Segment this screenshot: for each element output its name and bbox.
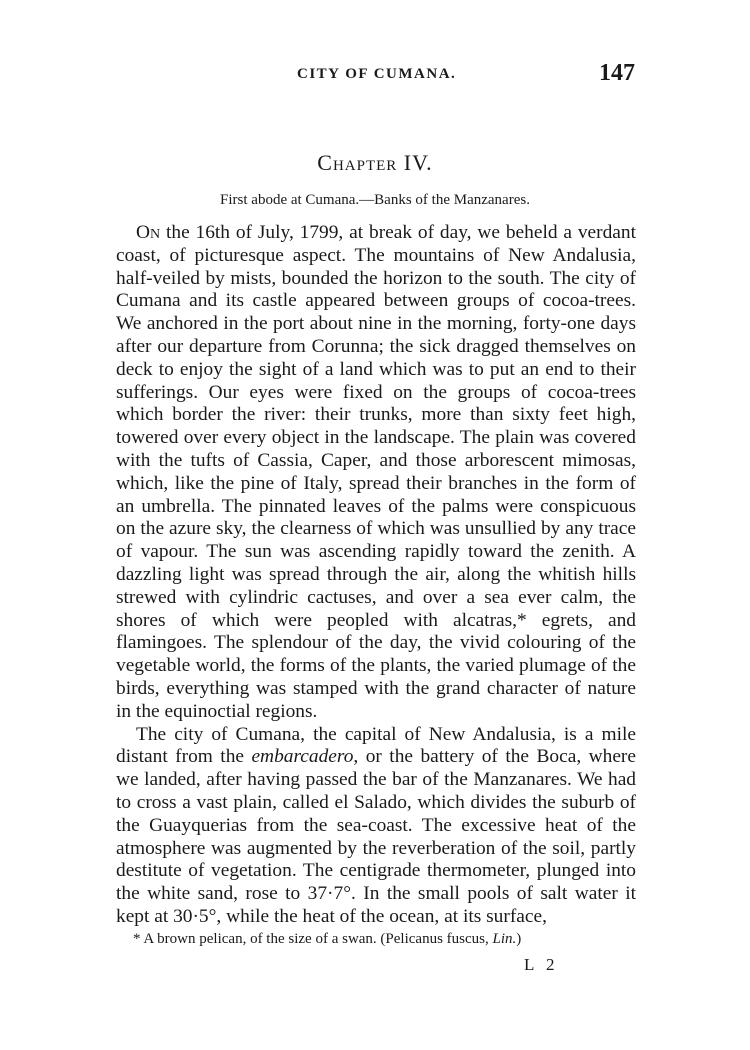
paragraph-1-text: the 16th of July, 1799, at break of day, we beheld a verdant coast, of picturesque aspect. The mountains of New Andalusia, half-veiled by mists, bounded the horizon to the south. The city of Cumana and its castle appeared between groups of cocoa-trees. We anchored in the port about nine in the morning, forty-one days after our departure from Corunna; the sick dragged themselves on deck to enjoy the sight of a land which was to put an end to their sufferings. Our eyes were fixed on the groups of cocoa-trees which border the river: their trunks, more than sixty feet high, towered over every object in the landscape. The plain was covered with the tufts of Cassia, Caper, and those arborescent mimosas, which, like the pine of Italy, spread their branches in the form of an umbrella. The pinnated leaves of the palms were conspicuous on the azure sky, the clearness of which was unsullied by any trace of vapour. The sun was ascending rapidly toward the zenith. A dazzling light was spread through the air, along the whitish hills strewed with cylindric cactuses, and over a sea ever calm, the shores of which were peopled with alcatras,* egrets, and flamingoes. The splendour of the day, the vivid colouring of the vegetable world, the forms of the plants, the varied plumage of the birds, everything was stamped with the grand character of nature in the equinoctial regions. bbox=[116, 222, 636, 722]
chapter-subtitle: First abode at Cumana.—Banks of the Manzanares. bbox=[220, 192, 530, 208]
body-text bbox=[116, 222, 636, 929]
chapter-heading: Chapter IV. bbox=[317, 150, 433, 175]
paragraph-2-text-start: The city of Cumana, the capital of New Andalusia, is a mile distant from the bbox=[116, 723, 636, 768]
paragraph-1 bbox=[116, 222, 636, 724]
running-title: CITY OF CUMANA. bbox=[297, 66, 457, 82]
page-number: 147 bbox=[599, 60, 635, 86]
paragraph-lead-word: On bbox=[136, 222, 161, 243]
running-head bbox=[115, 58, 635, 92]
footnote bbox=[133, 930, 635, 948]
footnote-italic: Lin. bbox=[492, 931, 517, 947]
footnote-close: ) bbox=[516, 931, 522, 947]
paragraph-2-text-end: , or the battery of the Boca, where we landed, after having passed the bar of the Manzanares. We had to cross a vast plain, called el Salado, which divides the suburb of the Guayquerias from the sea-coast. The excessive heat of the atmosphere was augmented by the reverberation of the soil, partly destitute of vegetation. The centigrade thermometer, plunged into the white sand, rose to 37·7°. In the small pools of salt water it kept at 30·5°, while the heat of the ocean, at its surface, bbox=[116, 746, 636, 927]
paragraph-2 bbox=[116, 724, 636, 929]
signature-mark: L 2 bbox=[524, 955, 559, 974]
footnote-text: * A brown pelican, of the size of a swan. (Pelicanus fuscus, bbox=[133, 931, 493, 947]
italic-term: embarcadero bbox=[251, 746, 354, 768]
